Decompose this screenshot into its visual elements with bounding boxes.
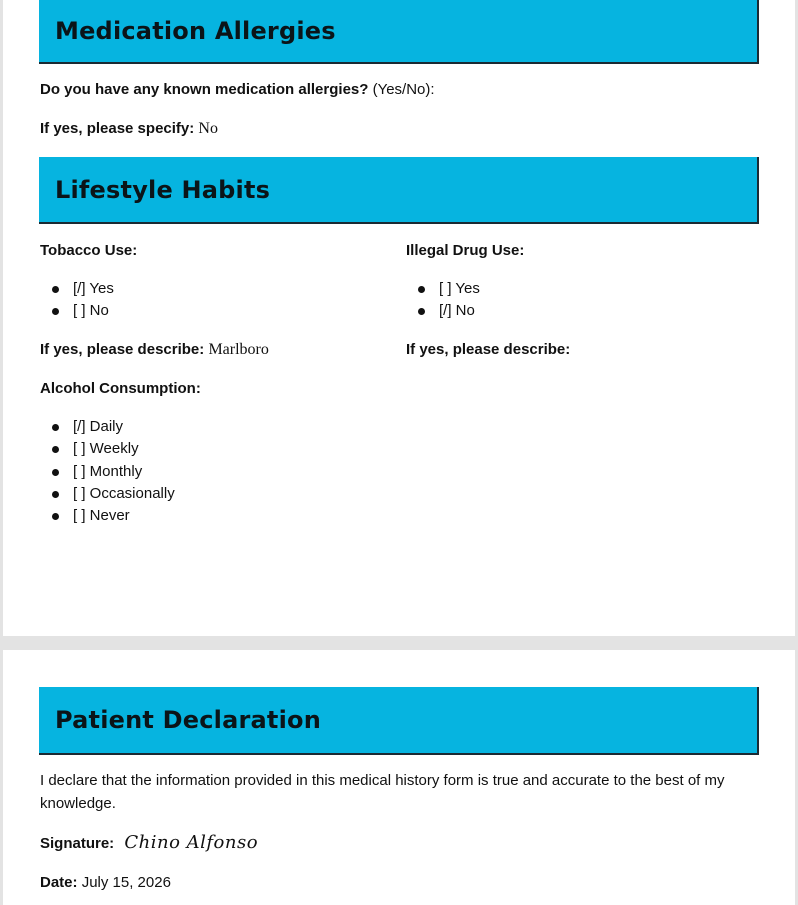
section-title-lifestyle-habits: Lifestyle Habits xyxy=(55,175,271,204)
list-item: [ ] Weekly xyxy=(40,438,175,460)
list-item: [ ] Monthly xyxy=(40,461,175,483)
section-title-medication-allergies: Medication Allergies xyxy=(55,17,336,45)
allergy-specify-value: No xyxy=(198,120,218,137)
allergy-question-label: Do you have any known medication allergies? xyxy=(40,81,369,98)
alcohol-consumption-label: Alcohol Consumption: xyxy=(40,380,201,397)
allergy-question xyxy=(40,80,435,100)
lifestyle-habits-banner xyxy=(39,157,759,224)
allergy-specify xyxy=(40,119,218,139)
list-item: [/] Yes xyxy=(40,278,114,300)
alcohol-options xyxy=(40,416,175,527)
illegal-drug-use-label: Illegal Drug Use: xyxy=(406,242,525,259)
list-item: [ ] Yes xyxy=(406,278,480,300)
drug-options xyxy=(406,278,480,323)
tobacco-options xyxy=(40,278,114,323)
list-item: [ ] Never xyxy=(40,505,175,527)
tobacco-describe-label: If yes, please describe: xyxy=(40,341,205,358)
drug-describe-label: If yes, please describe: xyxy=(406,341,571,358)
tobacco-use-label: Tobacco Use: xyxy=(40,242,138,259)
list-item: [ ] Occasionally xyxy=(40,483,175,505)
signature-row xyxy=(40,833,258,854)
signature-value: Chino Alfonso xyxy=(124,832,259,853)
patient-declaration-banner xyxy=(39,687,759,755)
declaration-text: I declare that the information provided in this medical history form is true and accurate to the best of my knowledge. xyxy=(40,772,725,812)
date-value: July 15, 2026 xyxy=(81,874,171,891)
page-one xyxy=(3,0,795,636)
medication-allergies-banner xyxy=(39,0,759,64)
allergy-question-hint: (Yes/No): xyxy=(372,81,435,98)
date-label: Date: xyxy=(40,874,78,891)
allergy-specify-label: If yes, please specify: xyxy=(40,120,195,137)
date-row xyxy=(40,873,171,893)
tobacco-describe-value: Marlboro xyxy=(208,341,269,358)
list-item: [/] Daily xyxy=(40,416,175,438)
tobacco-describe xyxy=(40,340,269,360)
section-title-patient-declaration: Patient Declaration xyxy=(55,706,321,734)
list-item: [ ] No xyxy=(40,300,114,322)
page-two xyxy=(3,650,795,905)
list-item: [/] No xyxy=(406,300,480,322)
signature-label: Signature: xyxy=(40,835,115,852)
